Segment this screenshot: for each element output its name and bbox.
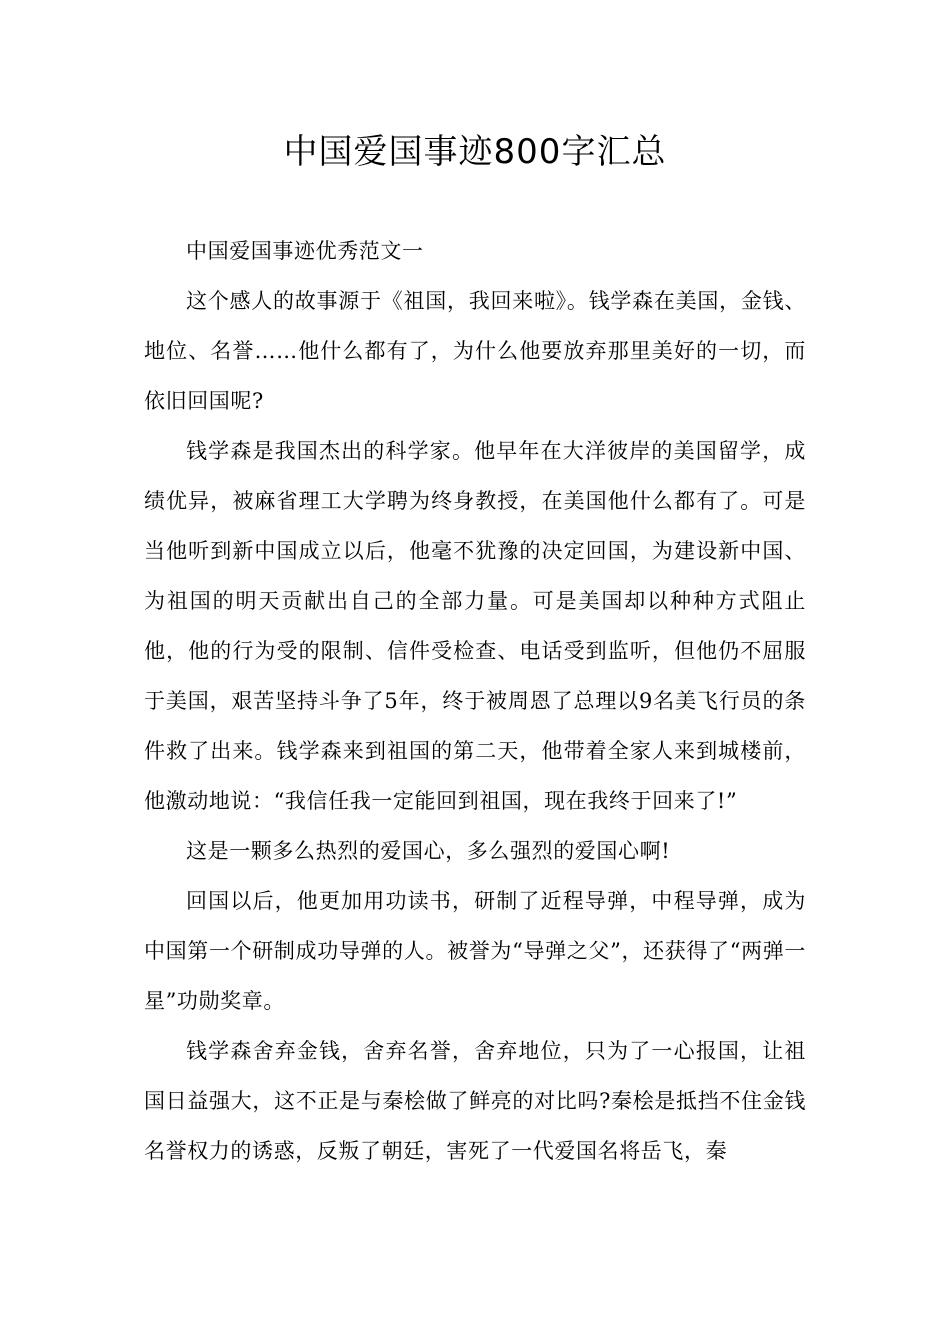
section-heading: 中国爱国事迹优秀范文一 [186,239,424,263]
paragraph: 钱学森舍弃金钱，舍弃名誉，舍弃地位，只为了一心报国，让祖国日益强大，这不正是与秦桧做了鲜亮的对比吗?秦桧是抵挡不住金钱名誉权力的诱惑，反叛了朝廷，害死了一代爱国名将岳飞，秦 [144,1039,806,1163]
paragraph: 这是一颗多么热烈的爱国心，多么强烈的爱国心啊! [186,839,671,863]
paragraph: 这个感人的故事源于《祖国，我回来啦》。钱学森在美国，金钱、地位、名誉……他什么都有了，为什么他要放弃那里美好的一切，而依旧回国呢? [144,289,806,413]
document-body [144,226,806,1176]
paragraph: 回国以后，他更加用功读书，研制了近程导弹，中程导弹，成为中国第一个研制成功导弹的人。被誉为“导弹之父”，还获得了“两弹一星”功勋奖章。 [144,889,806,1013]
document-title: 中国爱国事迹800字汇总 [283,132,667,172]
paragraph: 钱学森是我国杰出的科学家。他早年在大洋彼岸的美国留学，成绩优异，被麻省理工大学聘为终身教授，在美国他什么都有了。可是当他听到新中国成立以后，他毫不犹豫的决定回国，为建设新中国、为祖国的明天贡献出自己的全部力量。可是美国却以种种方式阻止他，他的行为受的限制、信件受检查、电话受到监听，但他仍不屈服于美国，艰苦坚持斗争了5年，终于被周恩了总理以9名美飞行员的条件救了出来。钱学森来到祖国的第二天，他带着全家人来到城楼前，他激动地说：“我信任我一定能回到祖国，现在我终于回来了!” [144,439,806,813]
